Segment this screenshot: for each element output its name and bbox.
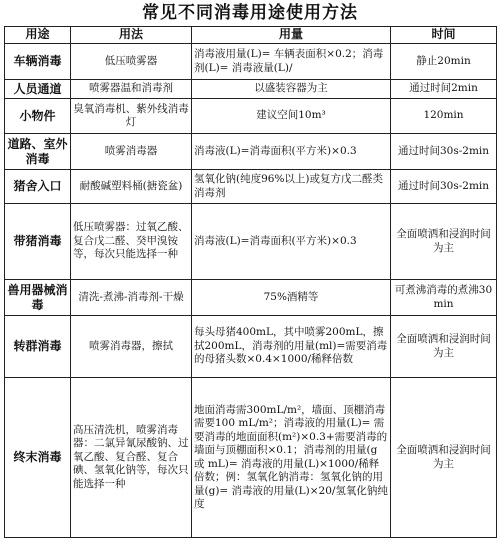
table-row xyxy=(5,170,497,204)
cell-use: 转群消毒 xyxy=(5,316,71,378)
cell-use: 猪舍入口 xyxy=(5,170,71,204)
cell-dose: 消毒液(L)=消毒面积(平方米)×0.3 xyxy=(192,134,391,170)
cell-dose: 地面消毒需300mL/m²，墙面、顶棚消毒需要100 mL/m²；消毒液的用量(L)= 需要消毒的地面面积(m²)×0.3+需要消毒的墙面与顶棚面积×0.1；消毒剂的用量(g 或 mL)= 消毒液的用量(L)×1000/稀释倍数；例：氢氧化钠消毒：氢氧化钠的用量(g)= 消毒液的用量(L)×20/氢氧化钠纯度 xyxy=(192,378,391,538)
disinfection-table xyxy=(4,26,497,538)
cell-use: 人员通道 xyxy=(5,80,71,99)
table-title: 常见不同消毒用途使用方法 xyxy=(142,3,358,23)
cell-use: 道路、室外消毒 xyxy=(5,134,71,170)
cell-time: 通过时间30s-2min xyxy=(391,170,497,204)
cell-time: 通过时间30s-2min xyxy=(391,134,497,170)
table-row xyxy=(5,280,497,316)
table-row xyxy=(5,316,497,378)
cell-time: 全面喷洒和浸润时间为主 xyxy=(391,378,497,538)
cell-dose: 每头母猪400mL，其中喷雾200mL，擦拭200mL，消毒剂的用量(ml)=需要消毒的母猪头数×0.4×1000/稀释倍数 xyxy=(192,316,391,378)
cell-method: 臭氧消毒机、紫外线消毒灯 xyxy=(71,99,192,134)
table-row xyxy=(5,99,497,134)
table-row xyxy=(5,204,497,280)
cell-dose: 消毒液用量(L)= 车辆表面积×0.2；消毒剂(L)= 消毒液量(L)/ xyxy=(192,44,391,80)
header-row xyxy=(5,27,497,44)
cell-method: 清洗-煮沸-消毒剂-干燥 xyxy=(71,280,192,316)
cell-method: 喷雾消毒器，擦拭 xyxy=(71,316,192,378)
table-row xyxy=(5,378,497,538)
cell-time: 120min xyxy=(391,99,497,134)
cell-dose: 75%酒精等 xyxy=(192,280,391,316)
cell-method: 高压清洗机，喷雾消毒器：二氯异氰尿酸钠、过氧乙酸、复合醛、复合碘、氢氧化钠等，每次只能选择一种 xyxy=(71,378,192,538)
cell-use: 带猪消毒 xyxy=(5,204,71,280)
cell-method: 耐酸碱塑料桶(搪瓷盆) xyxy=(71,170,192,204)
cell-time: 可煮沸消毒的煮沸30min xyxy=(391,280,497,316)
table-row xyxy=(5,80,497,99)
cell-use: 兽用器械消毒 xyxy=(5,280,71,316)
cell-use: 小物件 xyxy=(5,99,71,134)
cell-method: 低压喷雾器：过氧乙酸、复合戊二醛、癸甲溴铵等，每次只能选择一种 xyxy=(71,204,192,280)
cell-method: 喷雾器温和消毒剂 xyxy=(71,80,192,99)
cell-use: 终末消毒 xyxy=(5,378,71,538)
cell-time: 静止20min xyxy=(391,44,497,80)
cell-dose: 消毒液(L)=消毒面积(平方米)×0.3 xyxy=(192,204,391,280)
header-time: 时间 xyxy=(391,27,497,44)
table-row xyxy=(5,134,497,170)
table-row xyxy=(5,44,497,80)
cell-use: 车辆消毒 xyxy=(5,44,71,80)
cell-time: 通过时间2min xyxy=(391,80,497,99)
cell-time: 全面喷洒和浸润时间为主 xyxy=(391,204,497,280)
cell-dose: 建议空间10m³ xyxy=(192,99,391,134)
header-dose: 用量 xyxy=(192,27,391,44)
cell-method: 低压喷雾器 xyxy=(71,44,192,80)
cell-time: 全面喷洒和浸润时间为主 xyxy=(391,316,497,378)
cell-method: 喷雾消毒器 xyxy=(71,134,192,170)
cell-dose: 氢氧化钠(纯度96%以上)或复方戊二醛类消毒剂 xyxy=(192,170,391,204)
cell-dose: 以盛装容器为主 xyxy=(192,80,391,99)
header-method: 用法 xyxy=(71,27,192,44)
header-use: 用途 xyxy=(5,27,71,44)
